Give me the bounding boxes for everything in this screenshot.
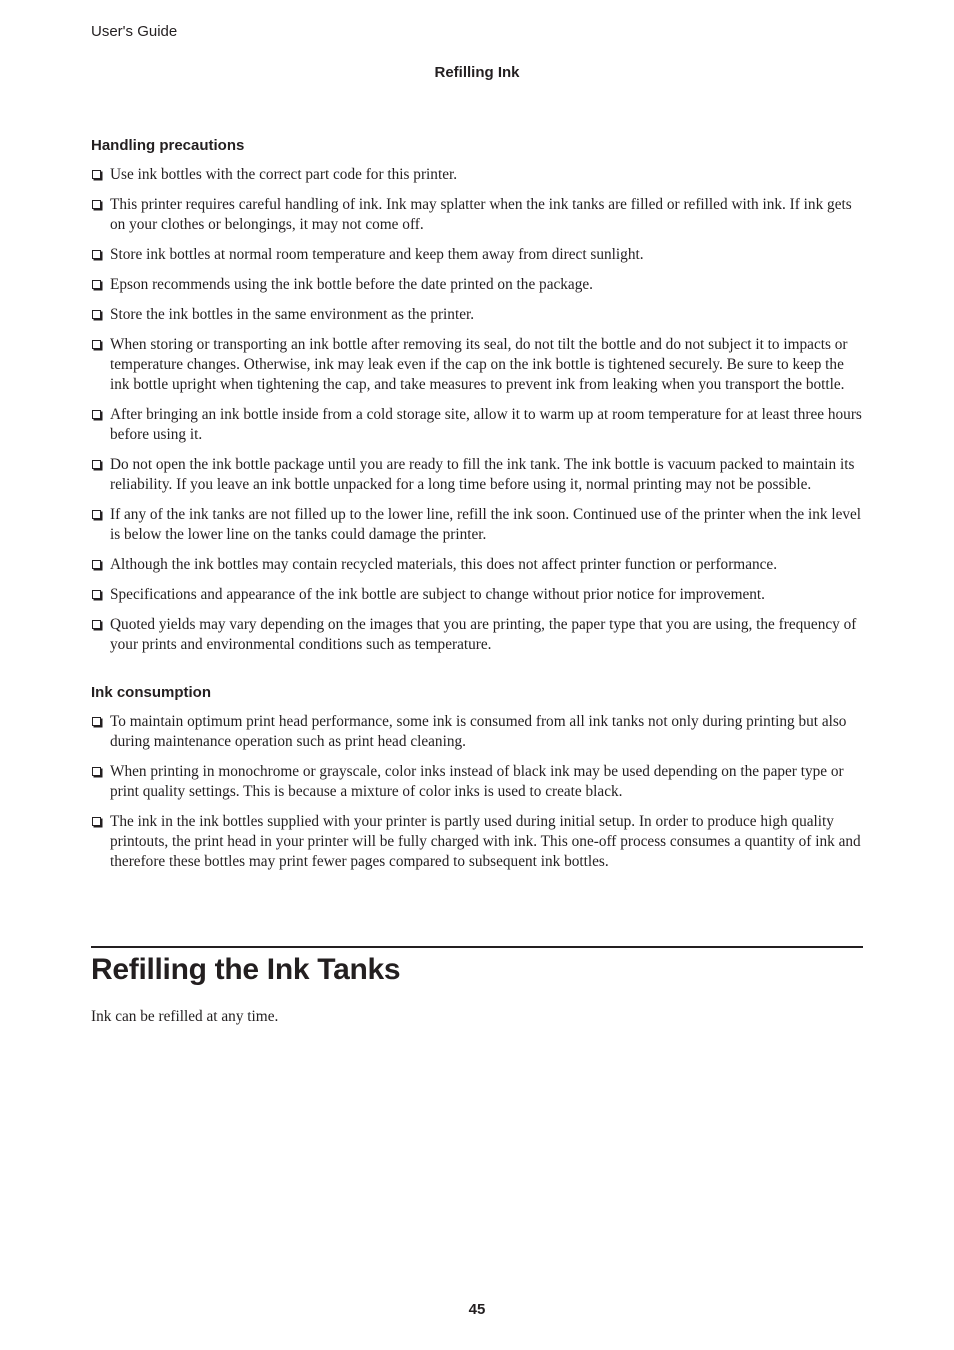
main-content	[91, 136, 863, 882]
list-item-text: After bringing an ink bottle inside from a cold storage site, allow it to warm up at room temperature for at least three hours before using it.	[110, 406, 862, 443]
handling-precautions-heading: Handling precautions	[91, 137, 245, 154]
list-item	[91, 505, 863, 545]
checkbox-bullet-icon	[92, 410, 101, 419]
list-item	[91, 555, 863, 575]
list-item-text: Do not open the ink bottle package until you are ready to fill the ink tank. The ink bottle is vacuum packed to maintain its reliability. If you leave an ink bottle unpacked for a long time before using it, normal printing may not be possible.	[110, 456, 855, 493]
checkbox-bullet-icon	[92, 767, 101, 776]
checkbox-bullet-icon	[92, 170, 101, 179]
list-item-text: When printing in monochrome or grayscale, color inks instead of black ink may be used depending on the paper type or print quality settings. This is because a mixture of color inks is used to create black.	[110, 763, 844, 800]
ink-consumption-list	[91, 712, 863, 872]
list-item-text: Use ink bottles with the correct part code for this printer.	[110, 166, 458, 183]
list-item-text: Specifications and appearance of the ink bottle are subject to change without prior notice for improvement.	[110, 586, 765, 603]
section-divider	[91, 946, 863, 948]
list-item	[91, 585, 863, 605]
checkbox-bullet-icon	[92, 817, 101, 826]
handling-precautions-list	[91, 165, 863, 655]
list-item-text: The ink in the ink bottles supplied with your printer is partly used during initial setup. In order to produce high quality printouts, the print head in your printer will be fully charged with ink. This one-off process consumes a quantity of ink and therefore these bottles may print fewer pages compared to subsequent ink bottles.	[110, 813, 861, 870]
list-item	[91, 615, 863, 655]
list-item	[91, 245, 863, 265]
refilling-ink-tanks-title: Refilling the Ink Tanks	[91, 953, 401, 986]
checkbox-bullet-icon	[92, 200, 101, 209]
list-item-text: If any of the ink tanks are not filled up to the lower line, refill the ink soon. Continued use of the printer when the ink level is below the lower line on the tanks could damage the printer.	[110, 506, 862, 543]
page-number: 45	[468, 1301, 486, 1318]
list-item	[91, 165, 863, 185]
list-item-text: This printer requires careful handling of ink. Ink may splatter when the ink tanks are filled or refilled with ink. If ink gets on your clothes or belongings, it may not come off.	[110, 196, 852, 233]
list-item	[91, 762, 863, 802]
guide-title: User's Guide	[91, 23, 178, 40]
refilling-intro-text: Ink can be refilled at any time.	[91, 1008, 279, 1025]
checkbox-bullet-icon	[92, 717, 101, 726]
checkbox-bullet-icon	[92, 250, 101, 259]
list-item	[91, 405, 863, 445]
list-item	[91, 712, 863, 752]
ink-consumption-heading: Ink consumption	[91, 684, 211, 701]
list-item-text: To maintain optimum print head performance, some ink is consumed from all ink tanks not only during printing but also during maintenance operation such as print head cleaning.	[110, 713, 847, 750]
list-item	[91, 305, 863, 325]
list-item-text: When storing or transporting an ink bottle after removing its seal, do not tilt the bottle and do not subject it to impacts or temperature changes. Otherwise, ink may leak even if the cap on the ink bottle is tightened securely. Be sure to keep the ink bottle upright when tightening the cap, and take measures to prevent ink from leaking when you transport the bottle.	[110, 336, 848, 393]
list-item-text: Store the ink bottles in the same environment as the printer.	[110, 306, 475, 323]
list-item-text: Quoted yields may vary depending on the images that you are printing, the paper type that you are using, the frequency of your prints and environmental conditions such as temperature.	[110, 616, 857, 653]
list-item-text: Although the ink bottles may contain recycled materials, this does not affect printer function or performance.	[110, 556, 778, 573]
list-item	[91, 275, 863, 295]
list-item	[91, 335, 863, 395]
list-item-text: Epson recommends using the ink bottle before the date printed on the package.	[110, 276, 593, 293]
checkbox-bullet-icon	[92, 560, 101, 569]
list-item-text: Store ink bottles at normal room temperature and keep them away from direct sunlight.	[110, 246, 644, 263]
list-item	[91, 455, 863, 495]
chapter-title: Refilling Ink	[434, 64, 520, 81]
checkbox-bullet-icon	[92, 340, 101, 349]
checkbox-bullet-icon	[92, 620, 101, 629]
list-item	[91, 812, 863, 872]
list-item	[91, 195, 863, 235]
checkbox-bullet-icon	[92, 460, 101, 469]
checkbox-bullet-icon	[92, 280, 101, 289]
checkbox-bullet-icon	[92, 510, 101, 519]
checkbox-bullet-icon	[92, 590, 101, 599]
checkbox-bullet-icon	[92, 310, 101, 319]
